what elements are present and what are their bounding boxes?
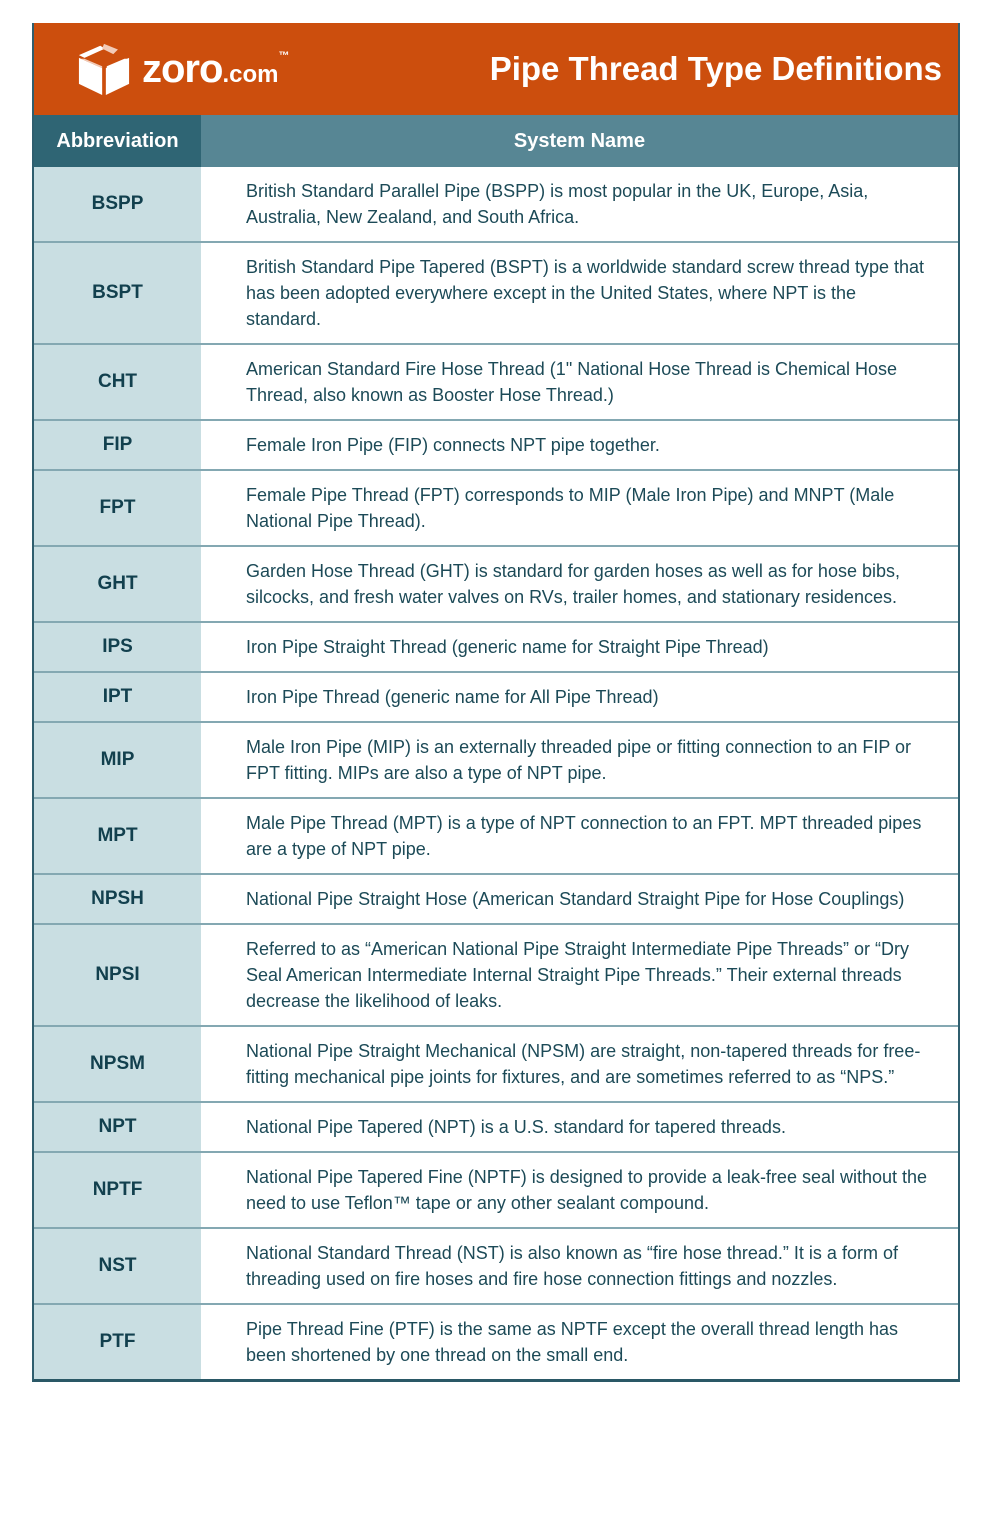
table-row	[34, 1151, 958, 1227]
zoro-cube-icon	[76, 43, 132, 95]
logo-trademark: ™	[278, 50, 289, 62]
banner	[34, 23, 958, 115]
system-name-cell	[201, 1151, 958, 1227]
table-row	[34, 545, 958, 621]
system-name-cell	[201, 419, 958, 469]
system-name-cell	[201, 1101, 958, 1151]
system-name-text: National Pipe Straight Hose (American Standard Straight Pipe for Hose Couplings)	[246, 889, 905, 909]
table-row	[34, 1227, 958, 1303]
system-name-cell	[201, 545, 958, 621]
system-name-cell	[201, 923, 958, 1025]
abbreviation-cell: MPT	[34, 797, 201, 873]
system-name-text: National Pipe Tapered (NPT) is a U.S. standard for tapered threads.	[246, 1117, 786, 1137]
system-name-text: Referred to as “American National Pipe Straight Intermediate Pipe Threads” or “Dry Seal American Intermediate Internal Straight Pipe Threads.” Their external threads decrease the likelihood of leaks.	[246, 939, 909, 1011]
system-name-text: National Standard Thread (NST) is also known as “fire hose thread.” It is a form of threading used on fire hoses and fire hose connection fittings and nozzles.	[246, 1243, 898, 1289]
table-row	[34, 721, 958, 797]
table-row	[34, 1101, 958, 1151]
system-name-text: Garden Hose Thread (GHT) is standard for garden hoses as well as for hose bibs, silcocks, and fresh water valves on RVs, trailer homes, and stationary residences.	[246, 561, 900, 607]
system-name-text: British Standard Parallel Pipe (BSPP) is most popular in the UK, Europe, Asia, Australia, New Zealand, and South Africa.	[246, 181, 869, 227]
table-row	[34, 1303, 958, 1379]
table-row	[34, 1025, 958, 1101]
abbreviation-cell: NST	[34, 1227, 201, 1303]
system-name-cell	[201, 469, 958, 545]
system-name-cell	[201, 621, 958, 671]
system-name-text: Iron Pipe Straight Thread (generic name for Straight Pipe Thread)	[246, 637, 769, 657]
table-row	[34, 167, 958, 241]
system-name-text: Iron Pipe Thread (generic name for All Pipe Thread)	[246, 687, 659, 707]
system-name-cell	[201, 1025, 958, 1101]
table-row	[34, 671, 958, 721]
system-name-cell	[201, 1227, 958, 1303]
abbreviation-cell: BSPP	[34, 167, 201, 241]
system-name-text: National Pipe Straight Mechanical (NPSM) are straight, non-tapered threads for free-fitting mechanical pipe joints for fixtures, and are sometimes referred to as “NPS.”	[246, 1041, 921, 1087]
system-name-cell	[201, 797, 958, 873]
abbreviation-cell: MIP	[34, 721, 201, 797]
abbreviation-cell: NPSM	[34, 1025, 201, 1101]
table-row	[34, 797, 958, 873]
system-name-cell	[201, 721, 958, 797]
system-name-text: Female Iron Pipe (FIP) connects NPT pipe together.	[246, 435, 660, 455]
system-name-text: Female Pipe Thread (FPT) corresponds to MIP (Male Iron Pipe) and MNPT (Male National Pipe Thread).	[246, 485, 895, 531]
table-header-row	[34, 115, 958, 167]
logo-domain: .com	[222, 61, 279, 88]
system-name-cell	[201, 873, 958, 923]
definitions-sheet	[32, 23, 960, 1382]
system-name-text: American Standard Fire Hose Thread (1" National Hose Thread is Chemical Hose Thread, also known as Booster Hose Thread.)	[246, 359, 898, 405]
abbreviation-cell: PTF	[34, 1303, 201, 1379]
abbreviation-cell: IPT	[34, 671, 201, 721]
column-header-system-name: System Name	[201, 115, 958, 167]
abbreviation-cell: FPT	[34, 469, 201, 545]
abbreviation-cell: NPSH	[34, 873, 201, 923]
system-name-cell	[201, 343, 958, 419]
system-name-cell	[201, 671, 958, 721]
zoro-logo	[76, 43, 288, 95]
table-row	[34, 873, 958, 923]
abbreviation-cell: GHT	[34, 545, 201, 621]
table-row	[34, 343, 958, 419]
system-name-text: National Pipe Tapered Fine (NPTF) is designed to provide a leak-free seal without the need to use Teflon™ tape or any other sealant compound.	[246, 1167, 928, 1213]
table-row	[34, 419, 958, 469]
abbreviation-cell: CHT	[34, 343, 201, 419]
page-title: Pipe Thread Type Definitions	[489, 50, 942, 87]
definitions-table-body	[34, 167, 958, 1379]
system-name-text: Male Iron Pipe (MIP) is an externally threaded pipe or fitting connection to an FIP or FPT fitting. MIPs are also a type of NPT pipe.	[246, 737, 912, 783]
abbreviation-cell: NPTF	[34, 1151, 201, 1227]
table-row	[34, 923, 958, 1025]
system-name-text: British Standard Pipe Tapered (BSPT) is a worldwide standard screw thread type that has been adopted everywhere except in the United States, where NPT is the standard.	[246, 257, 925, 329]
abbreviation-cell: FIP	[34, 419, 201, 469]
table-row	[34, 621, 958, 671]
logo-brand: zoro	[142, 47, 223, 91]
system-name-cell	[201, 241, 958, 343]
table-row	[34, 469, 958, 545]
table-row	[34, 241, 958, 343]
system-name-text: Male Pipe Thread (MPT) is a type of NPT connection to an FPT. MPT threaded pipes are a type of NPT pipe.	[246, 813, 922, 859]
abbreviation-cell: IPS	[34, 621, 201, 671]
column-header-abbreviation: Abbreviation	[34, 115, 201, 167]
system-name-cell	[201, 167, 958, 241]
system-name-cell	[201, 1303, 958, 1379]
abbreviation-cell: NPSI	[34, 923, 201, 1025]
logo-wordmark	[142, 49, 288, 89]
abbreviation-cell: BSPT	[34, 241, 201, 343]
system-name-text: Pipe Thread Fine (PTF) is the same as NPTF except the overall thread length has been shortened by one thread on the small end.	[246, 1319, 898, 1365]
abbreviation-cell: NPT	[34, 1101, 201, 1151]
